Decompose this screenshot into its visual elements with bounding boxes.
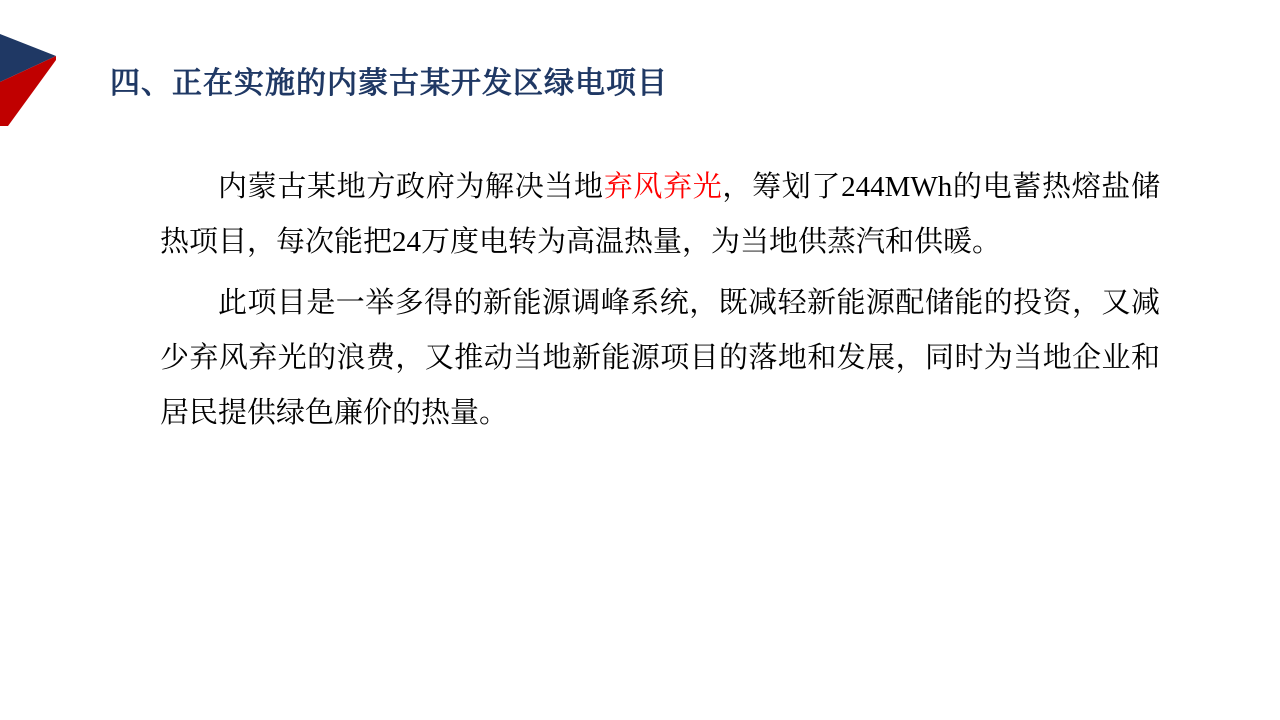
paragraph-1-segment-1: 内蒙古某地方政府为解决当地 <box>218 171 604 203</box>
corner-arrow-icon <box>0 34 72 126</box>
page-title: 四、正在实施的内蒙古某开发区绿电项目 <box>110 67 668 100</box>
paragraph-1-highlight: 弃风弃光 <box>603 171 723 203</box>
corner-arrow-decoration <box>0 34 72 126</box>
paragraph-1 <box>160 160 1160 270</box>
paragraph-2-segment-1: 此项目是一举多得的新能源调峰系统，既减轻新能源配储能的投资，又减少弃风弃光的浪费，又推动当地新能源项目的落地和发展，同时为当地企业和居民提供绿色廉价的热量。 <box>160 287 1160 429</box>
paragraph-1-segment-3: ，筹划了244MWh的电蓄热熔盐储热项目，每次能把24万度电转为高温热量，为当地供蒸汽和供暖。 <box>160 171 1160 258</box>
paragraph-2 <box>160 276 1160 441</box>
slide-body <box>160 160 1160 443</box>
